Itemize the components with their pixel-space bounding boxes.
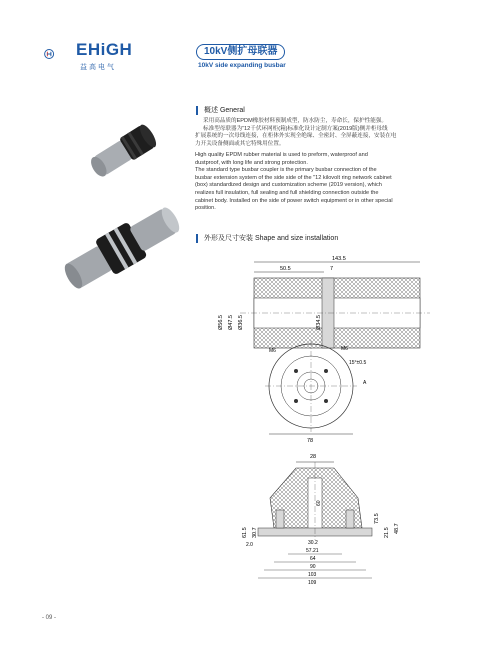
dim-h1: 61.5 (242, 527, 248, 538)
brand-subtitle: 益高电气 (80, 64, 116, 71)
en-line: realizes full insulation, full sealing and full shielding connection outside the (195, 189, 379, 196)
dim-total: 143.5 (332, 256, 346, 262)
page-title: 10kV侧扩母联器 (196, 44, 285, 60)
overview-cn-text (195, 118, 440, 148)
dim-w1: 30.2 (308, 540, 318, 546)
en-line: position. (195, 205, 216, 212)
cn-line: 扩展系统的一次母线连接，在柜体外实现全绝缘、全密封、全屏蔽连接，安装在电 (195, 133, 397, 140)
dim-h3: 73.5 (374, 513, 380, 524)
dim-top: 28 (310, 454, 317, 460)
page-number: - 09 - (42, 615, 57, 621)
dim-w4: 90 (310, 564, 316, 570)
en-line: dustproof, with long life and strong protection. (195, 159, 308, 166)
cn-line: 采用高品质的EPDM橡胶材料预制成型，防水防尘，寿命长，保护性能强。 (203, 118, 387, 124)
dim-left: 50.5 (280, 266, 291, 272)
dim-gap: 7 (330, 266, 334, 272)
dim-78: 78 (307, 438, 314, 444)
dim-m6b: M6 (341, 346, 348, 352)
overview-en-text (195, 152, 440, 213)
cn-line: 力开关设备侧面或其它特殊用位置。 (195, 140, 285, 147)
dim-d3: Ø36.5 (238, 315, 244, 330)
dim-d1: Ø56.5 (218, 315, 224, 330)
dim-w5: 103 (308, 572, 317, 578)
dim-c1: 2.0 (246, 542, 253, 548)
section-heading-overview: 概述 General (196, 106, 245, 115)
dim-w3: 64 (310, 556, 316, 562)
dim-d4: Ø34.5 (316, 315, 322, 330)
dim-h5: 21.5 (384, 527, 390, 538)
dim-a: A (363, 380, 367, 386)
en-line: High quality EPDM rubber material is used to preform, waterproof and (195, 152, 368, 158)
front-view-drawing (255, 340, 395, 445)
page-title-en: 10kV side expanding busbar (198, 62, 286, 69)
en-line: (box) standardized design and customization scheme (2019 version), which (195, 182, 382, 189)
en-line: The standard type busbar coupler is the primary busbar connection of the (195, 167, 377, 174)
dim-mid: 60 (316, 500, 322, 506)
dim-m6a: M6 (269, 348, 276, 354)
dim-w6: 109 (308, 580, 317, 586)
section-view-drawing (238, 448, 408, 588)
en-line: cabinet body. Installed on the side of power switch equipment or in other special (195, 197, 393, 204)
brand-name: EHiGH (76, 40, 133, 59)
dim-d2: Ø47.5 (228, 315, 234, 330)
product-photo-large (60, 190, 185, 305)
dim-tilt: 15°±0.5 (349, 360, 367, 366)
section-heading-shape: 外形及尺寸安装 Shape and size installation (196, 234, 338, 243)
side-view-drawing (210, 252, 450, 352)
cn-line: 标准型母联器为“12千伏环网柜(箱)标准化设计定制方案(2019版)侧并柜母线 (203, 125, 388, 132)
brand-logo (44, 38, 76, 70)
dim-w2: 57.21 (306, 548, 319, 554)
dim-h2: 30.7 (252, 527, 258, 538)
dim-h4: 48.7 (394, 523, 400, 534)
product-photo-small (80, 115, 165, 187)
en-line: busbar extension system of the side side of the "12 kilovolt ring network cabinet (195, 174, 392, 181)
